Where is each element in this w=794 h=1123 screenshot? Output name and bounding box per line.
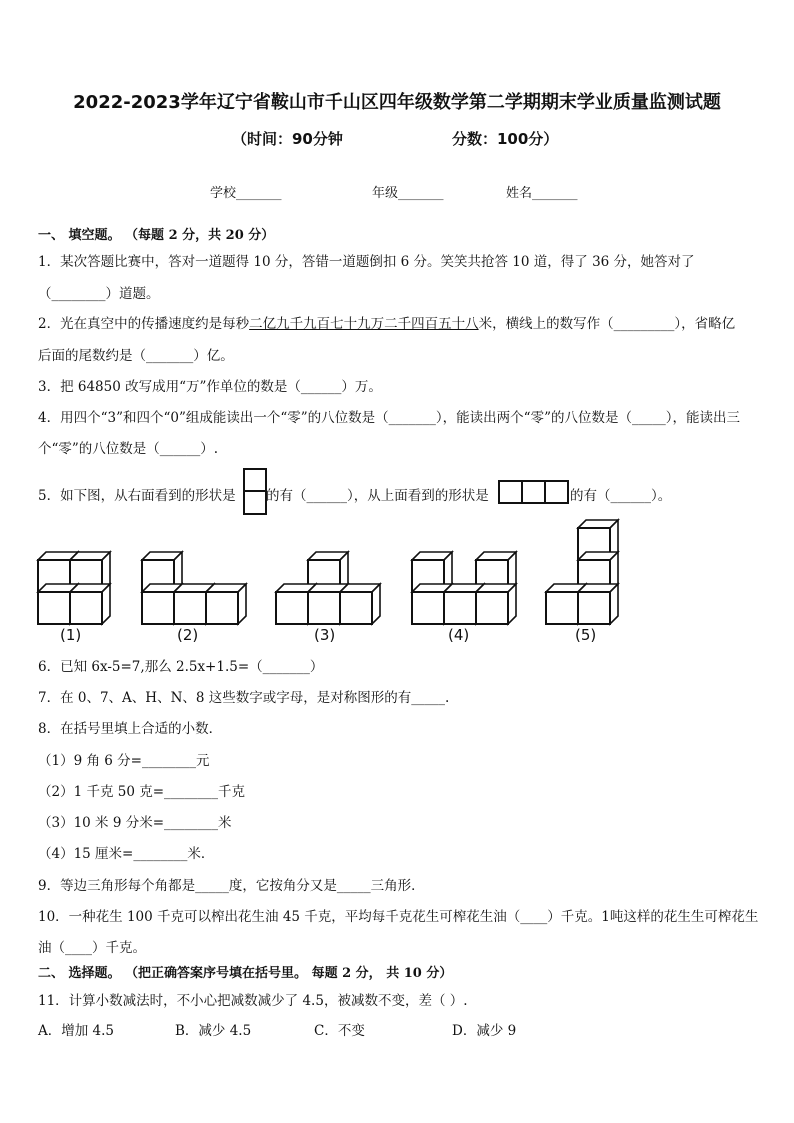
exam-time: （时间：90分钟 bbox=[232, 130, 343, 148]
q2-text-post: 米，横线上的数写作（_________），省略亿 bbox=[478, 316, 736, 332]
question-5-text-mid: 的有（______），从上面看到的形状是 bbox=[266, 488, 489, 504]
question-8-part-1: （1）9 角 6 分=________元 bbox=[38, 753, 210, 769]
question-5-text-pre: 5．如下图，从右面看到的形状是 bbox=[38, 488, 236, 504]
question-1-line-2: （________）道题。 bbox=[38, 286, 160, 302]
option-c: C．不变 bbox=[314, 1023, 365, 1039]
q2-underlined-number: 二亿九千九百七十九万二千四百五十八 bbox=[249, 316, 479, 332]
question-8: 8．在括号里填上合适的小数． bbox=[38, 721, 223, 737]
right-view-shape-icon bbox=[243, 468, 267, 516]
option-a: A．增加 4.5 bbox=[38, 1023, 115, 1039]
school-field: 学校_______ bbox=[210, 186, 282, 201]
question-2-line-1 bbox=[38, 312, 735, 332]
question-10-line-1: 10．一种花生 100 千克可以榨出花生油 45 千克，平均每千克花生可榨花生油（____）千克。1吨这样的花生生可榨花生 bbox=[38, 909, 759, 925]
question-8-part-2: （2）1 千克 50 克=________千克 bbox=[38, 784, 246, 800]
figure-label-2: (2) bbox=[177, 626, 199, 644]
page-title: 2022-2023学年辽宁省鞍山市千山区四年级数学第二学期期末学业质量监测试题 bbox=[73, 92, 721, 113]
question-10-line-2: 油（____）千克。 bbox=[38, 940, 146, 956]
question-7: 7．在 0、7、A、H、N、8 这些数字或字母，是对称图形的有_____. bbox=[38, 690, 450, 706]
question-5-text-post: 的有（______）。 bbox=[570, 488, 672, 504]
option-b: B．减少 4.5 bbox=[175, 1023, 252, 1039]
question-6: 6．已知 6x-5=7,那么 2.5x+1.5=（_______） bbox=[38, 659, 324, 675]
figure-1 bbox=[38, 552, 110, 624]
question-8-part-3: （3）10 米 9 分米=________米 bbox=[38, 815, 232, 831]
name-field: 姓名_______ bbox=[506, 186, 578, 201]
figure-label-5: (5) bbox=[575, 626, 597, 644]
figure-4 bbox=[412, 552, 516, 624]
question-11: 11．计算小数减法时，不小心把减数减少了 4.5，被减数不变，差（ ）. bbox=[38, 993, 468, 1009]
figure-2 bbox=[142, 552, 246, 624]
question-1-line-1: 1．某次答题比赛中，答对一道题得 10 分，答错一道题倒扣 6 分。笑笑共抢答 10 道，得了 36 分，她答对了 bbox=[38, 254, 695, 270]
section-1-heading: 一、 填空题。 （每题 2 分，共 20 分） bbox=[38, 228, 275, 243]
option-d: D．减少 9 bbox=[452, 1023, 517, 1039]
question-4-line-1: 4．用四个“3”和四个“0”组成能读出一个“零”的八位数是（_______），能读出两个“零”的八位数是（_____），能读出三 bbox=[38, 410, 740, 426]
question-3: 3．把 64850 改写成用“万”作单位的数是（______）万。 bbox=[38, 379, 382, 395]
q2-text-pre: 2．光在真空中的传播速度约是每秒 bbox=[38, 316, 250, 332]
top-view-shape-icon bbox=[498, 480, 570, 504]
figure-3 bbox=[276, 552, 380, 624]
exam-score: 分数：100分） bbox=[452, 130, 559, 148]
grade-field: 年级_______ bbox=[372, 186, 444, 201]
figure-label-4: (4) bbox=[448, 626, 470, 644]
figure-label-3: (3) bbox=[314, 626, 336, 644]
figure-label-1: (1) bbox=[60, 626, 82, 644]
figure-5 bbox=[546, 520, 618, 624]
question-4-line-2: 个“零”的八位数是（______）. bbox=[38, 441, 219, 457]
question-9: 9．等边三角形每个角都是_____度，它按角分又是_____三角形． bbox=[38, 878, 425, 894]
question-2-line-2: 后面的尾数约是（_______）亿。 bbox=[38, 348, 234, 364]
question-8-part-4: （4）15 厘米=________米． bbox=[38, 846, 215, 862]
section-2-heading: 二、 选择题。 （把正确答案序号填在括号里。 每题 2 分， 共 10 分） bbox=[38, 966, 453, 981]
